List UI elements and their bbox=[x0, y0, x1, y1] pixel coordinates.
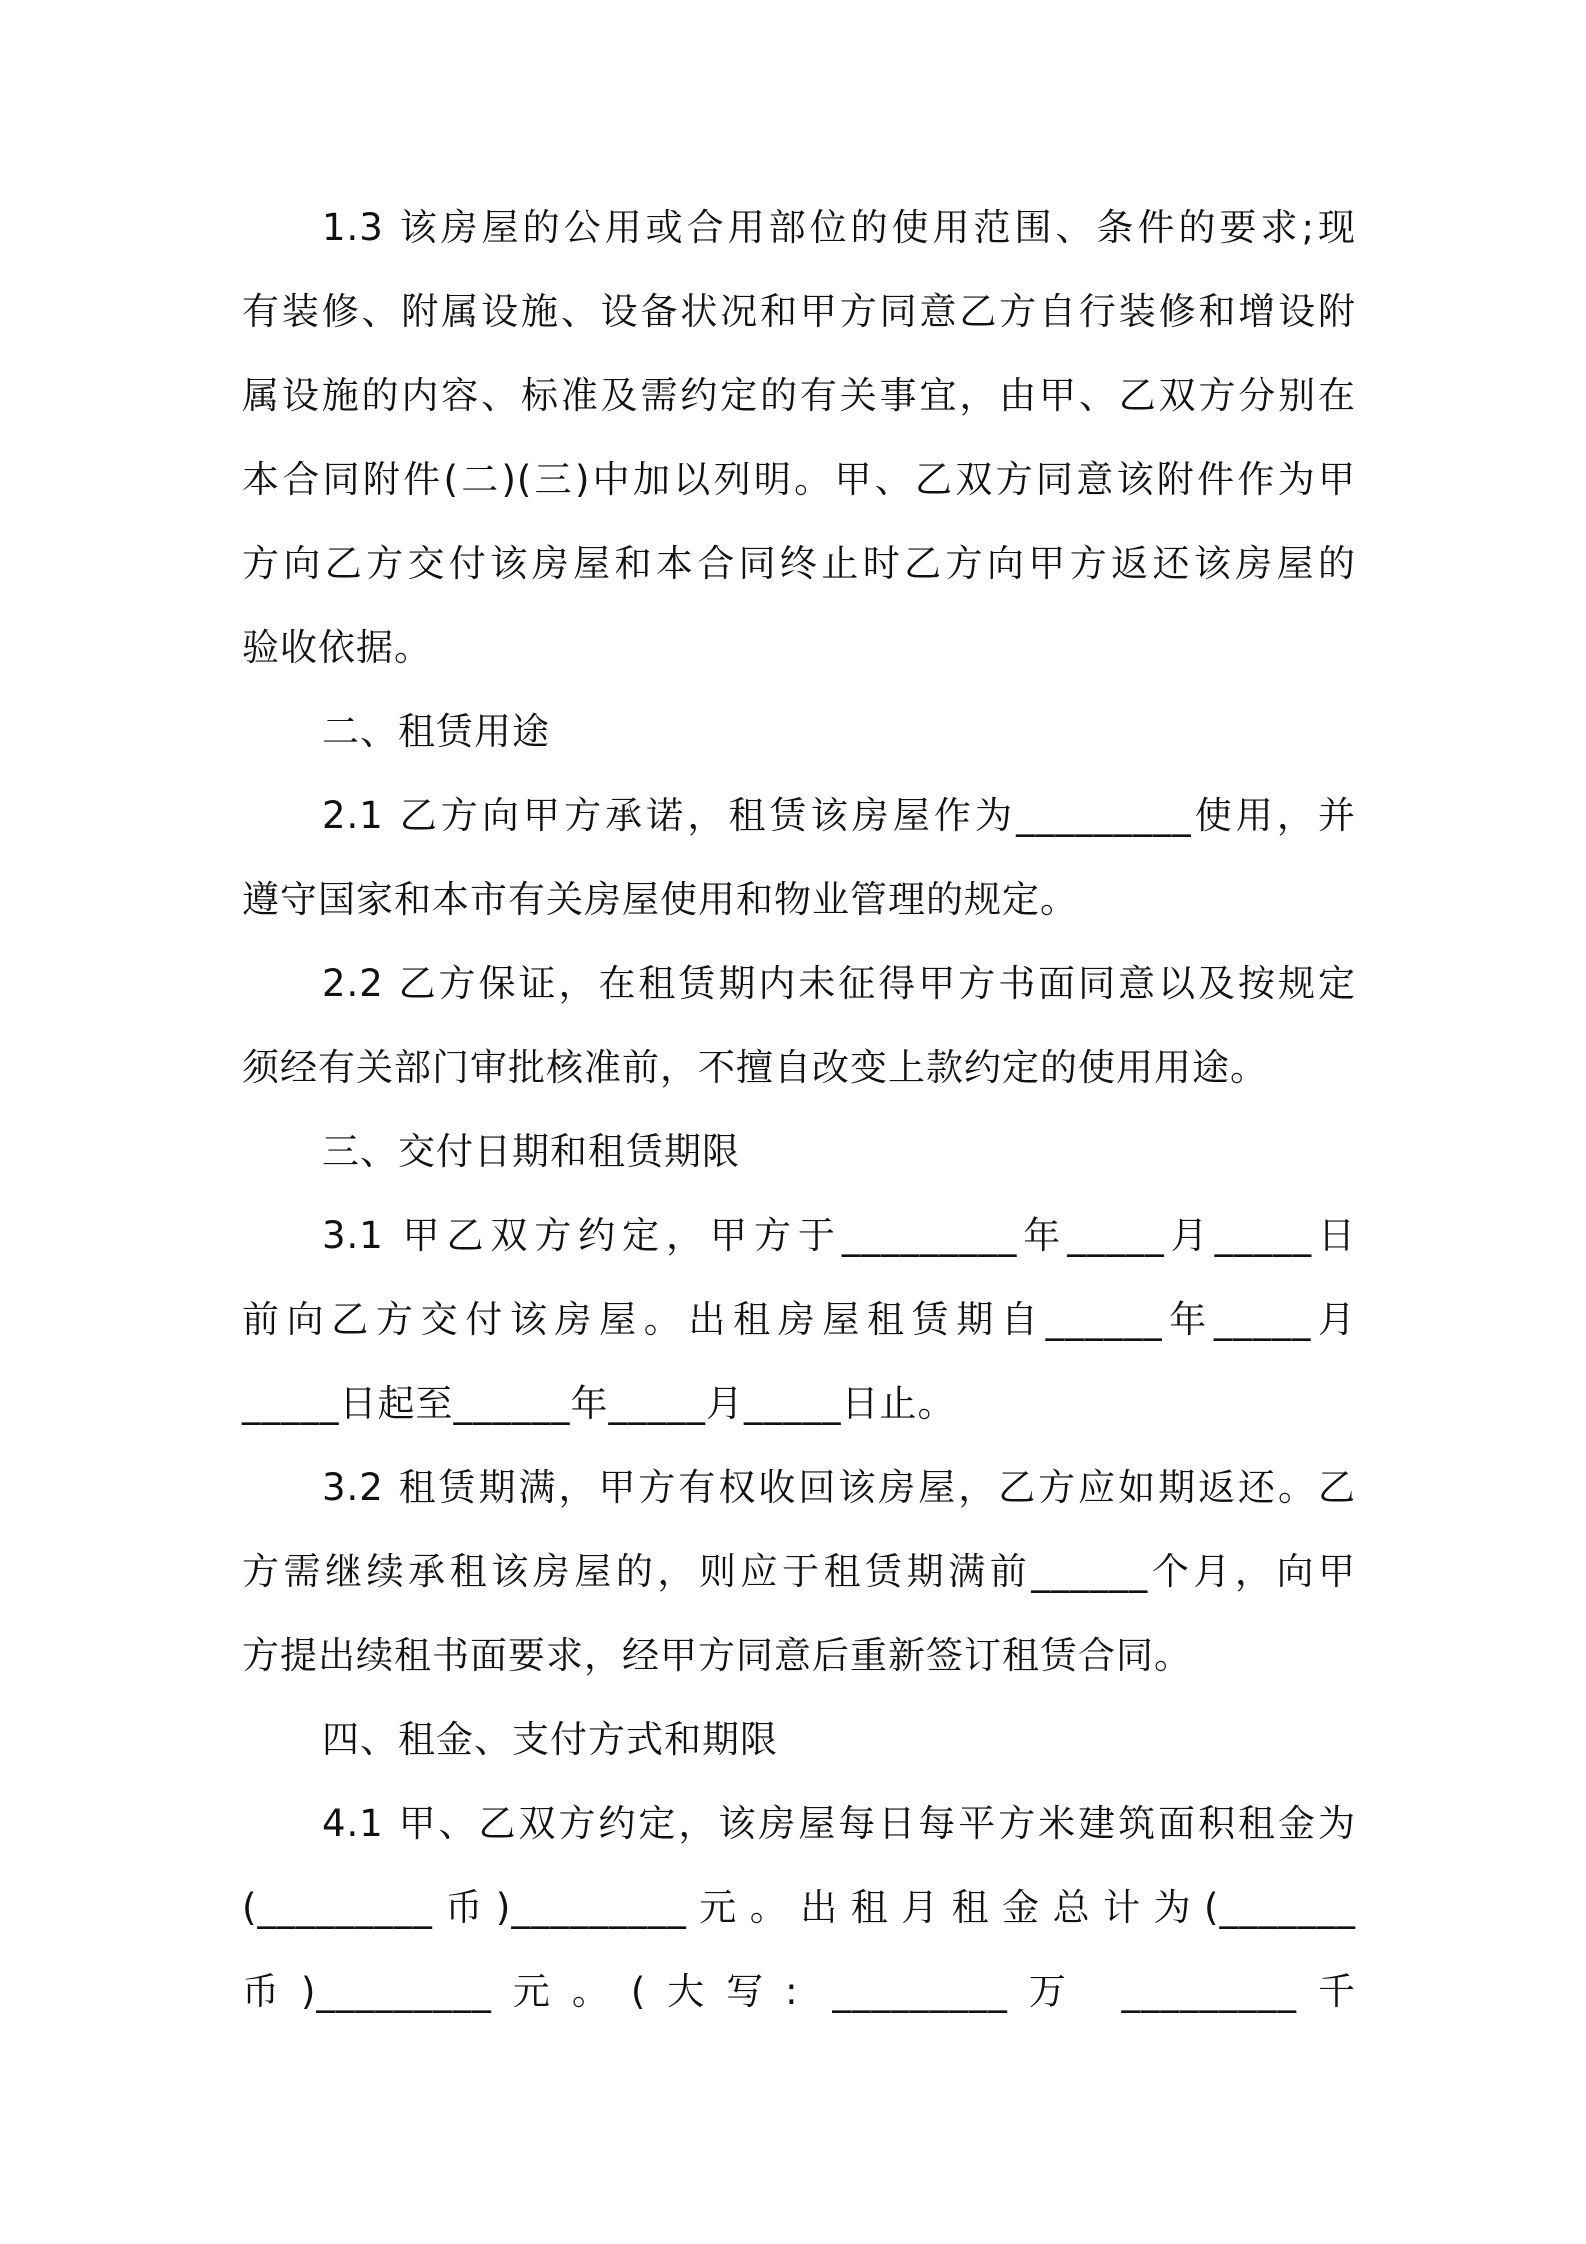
clause-3-2-line-1: 3.2 租赁期满，甲方有权收回该房屋，乙方应如期返还。乙 bbox=[322, 1466, 1356, 1509]
clause-3-1-line-3: _____日起至______年_____月_____日止。 bbox=[242, 1382, 956, 1425]
clause-3-2-line-3: 方提出续租书面要求，经甲方同意后重新签订租赁合同。 bbox=[242, 1634, 1192, 1677]
clause-1-3 bbox=[242, 186, 1356, 690]
clause-1-3-line-1: 1.3 该房屋的公用或合用部位的使用范围、条件的要求;现 bbox=[322, 206, 1356, 249]
clause-1-3-line-3: 属设施的内容、标准及需约定的有关事宜，由甲、乙双方分别在 bbox=[242, 374, 1356, 417]
clause-1-3-line-4: 本合同附件(二)(三)中加以列明。甲、乙双方同意该附件作为甲 bbox=[242, 458, 1356, 501]
clause-4-1 bbox=[242, 1782, 1356, 2034]
section-4-heading: 四、租金、支付方式和期限 bbox=[322, 1718, 778, 1761]
clause-2-1-line-1: 2.1 乙方向甲方承诺，租赁该房屋作为_________使用，并 bbox=[322, 794, 1356, 837]
clause-4-1-line-3: 币)_________元。(大写: _________万 _________千 bbox=[242, 1970, 1356, 2013]
clause-3-1-line-1: 3.1 甲乙双方约定，甲方于_________年_____月_____日 bbox=[322, 1214, 1356, 1257]
clause-4-1-line-2: (_________币)_________元。出租月租金总计为(_______ bbox=[242, 1886, 1356, 1929]
clause-2-2-line-2: 须经有关部门审批核准前，不擅自改变上款约定的使用用途。 bbox=[242, 1046, 1268, 1089]
clause-2-2 bbox=[242, 942, 1356, 1110]
clause-1-3-line-6: 验收依据。 bbox=[242, 626, 432, 669]
document-body bbox=[242, 186, 1356, 2034]
section-2-heading: 二、租赁用途 bbox=[322, 710, 550, 753]
clause-1-3-line-5: 方向乙方交付该房屋和本合同终止时乙方向甲方返还该房屋的 bbox=[242, 542, 1356, 585]
clause-3-1 bbox=[242, 1194, 1356, 1446]
clause-3-1-line-2: 前向乙方交付该房屋。出租房屋租赁期自______年_____月 bbox=[242, 1298, 1356, 1341]
clause-2-1 bbox=[242, 774, 1356, 942]
clause-3-2-line-2: 方需继续承租该房屋的，则应于租赁期满前______个月，向甲 bbox=[242, 1550, 1356, 1593]
clause-3-2 bbox=[242, 1446, 1356, 1698]
clause-1-3-line-2: 有装修、附属设施、设备状况和甲方同意乙方自行装修和增设附 bbox=[242, 290, 1356, 333]
clause-2-1-line-2: 遵守国家和本市有关房屋使用和物业管理的规定。 bbox=[242, 878, 1078, 921]
section-3-heading: 三、交付日期和租赁期限 bbox=[322, 1130, 740, 1173]
clause-4-1-line-1: 4.1 甲、乙双方约定，该房屋每日每平方米建筑面积租金为 bbox=[322, 1802, 1356, 1845]
clause-2-2-line-1: 2.2 乙方保证，在租赁期内未征得甲方书面同意以及按规定 bbox=[322, 962, 1356, 1005]
